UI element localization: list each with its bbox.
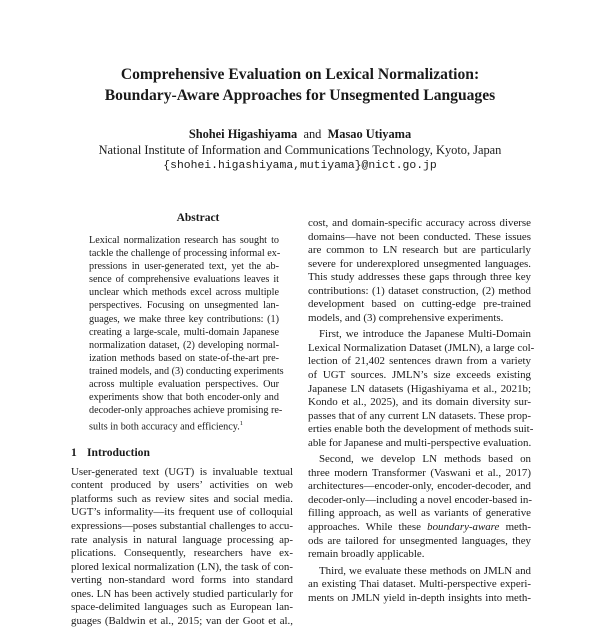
abstract-line (89, 234, 279, 247)
abstract-line-text: unclear which methods excel across multiple (89, 287, 279, 299)
intro-line: plored lexical normalization (LN), the task of con- (71, 560, 293, 573)
author-1: Shohei Higashiyama (188, 127, 298, 141)
right-line: are common to LN research but are particularly (308, 244, 531, 257)
right-line: remain broadly applicable. (308, 548, 425, 561)
intro-line: expressions—poses substantial challenges to accu- (71, 519, 293, 532)
abstract-line-text: ization methods based on state-of-the-art pre- (89, 352, 279, 364)
author-conjunction: and (303, 127, 322, 141)
abstract-line (89, 286, 279, 299)
section-heading-introduction (71, 446, 293, 459)
abstract-line (89, 299, 279, 312)
right-line: This study addresses these gaps through three key (308, 271, 531, 284)
intro-line: space-delimited languages such as European lan- (71, 601, 293, 614)
intro-line: platforms such as review sites and social media. (71, 492, 293, 505)
left-column (71, 212, 293, 628)
right-line: three modern Transformer (Vaswani et al., 2017) (308, 466, 531, 479)
right-column (308, 217, 535, 605)
abstract-line-text: sults in both accuracy and efficiency. (89, 421, 240, 433)
intro-line: content produced by users’ activities on web (71, 479, 293, 492)
right-line: an existing Thai dataset. Multi-perspective experi- (308, 578, 531, 591)
author-names (40, 126, 560, 142)
abstract-line (89, 417, 279, 433)
abstract-line-text: tackle the challenge of processing informal ex- (89, 248, 281, 260)
abstract-line-text: decoder-only approaches achieve promising re- (89, 405, 283, 417)
right-line: domains—have not been conducted. These issues (308, 230, 531, 243)
right-line: development based on cutting-edge pre-trained (308, 298, 531, 311)
intro-line: User-generated text (UGT) is invaluable textual (71, 465, 293, 478)
abstract-line (89, 352, 279, 365)
abstract-line (89, 260, 279, 273)
right-line: decoder-only—including a novel encoder-based in- (308, 493, 532, 506)
intro-line: guages (Baldwin et al., 2015; van der Goot et al., (71, 614, 293, 627)
intro-line: UGT’s informality—its frequent use of colloquial (71, 506, 293, 519)
right-column-body (308, 217, 535, 605)
footnote-mark[interactable]: 1 (239, 420, 244, 428)
abstract-line-text: Lexical normalization research has sought to (89, 235, 279, 246)
emphasis-term: boundary-aware (427, 521, 500, 534)
right-line: contributions: (1) dataset construction, (2) method (308, 284, 531, 297)
abstract-body (89, 234, 284, 434)
right-line-text: meth- (499, 521, 531, 534)
abstract-heading: Abstract (176, 212, 220, 224)
right-line: severe for underexplored unsegmented languages. (308, 257, 531, 270)
abstract-line-text: trained models, and (3) conducting experiments (89, 365, 284, 377)
abstract-line (89, 247, 279, 260)
right-line: cost, and domain-specific accuracy across diverse (308, 217, 531, 229)
abstract-line (89, 339, 279, 352)
right-line: ods are tailored for unsegmented languages, they (308, 534, 531, 547)
right-line: erties enable both the development of methods suit- (308, 423, 534, 436)
right-line: architectures—encoder-only, encoder-decoder, and (308, 480, 531, 493)
abstract-line-text: guages, we make three key contributions: (1) (89, 313, 279, 325)
author-email: {shohei.higashiyama,mutiyama}@nict.go.jp (163, 160, 437, 172)
author-block (40, 126, 560, 174)
abstract-line-text: pressions in user-generated text, yet the ab- (89, 261, 279, 273)
abstract-line (89, 404, 283, 417)
abstract-line (89, 273, 279, 286)
right-line: Second, we develop LN methods based on (319, 453, 531, 466)
right-line: filling approach, as well as variants of generative (308, 507, 531, 520)
abstract-line (89, 391, 279, 404)
right-line: ments on JMLN yield in-depth insights into meth- (308, 591, 531, 604)
intro-line: rate analysis in natural language processing ap- (71, 533, 293, 546)
section-number: 1 (71, 445, 77, 459)
abstract-line (89, 378, 279, 391)
right-line: models, and (3) comprehensive experiments. (308, 311, 504, 324)
right-line: able for Japanese and multi-perspective evaluation. (308, 436, 532, 449)
paper-title (40, 64, 560, 106)
right-line: passes that of any current LN datasets. These prop- (308, 409, 531, 422)
right-line-text: approaches. While these (308, 521, 428, 534)
right-line: Lexical Normalization Dataset (JMLN), a large col- (308, 341, 535, 354)
right-line: Third, we evaluate these methods on JMLN and (319, 564, 531, 577)
abstract-line (89, 365, 284, 378)
right-line: lection of 21,402 sentences drawn from a variety (308, 355, 531, 368)
right-line (308, 521, 531, 535)
abstract-line-text: normalization dataset, (2) developing normal- (89, 339, 279, 351)
abstract-line-text: across multiple evaluation perspectives. Our (89, 379, 279, 391)
right-line: Japanese LN datasets (Higashiyama et al., 2021b; (308, 382, 531, 395)
right-line: First, we introduce the Japanese Multi-Domain (319, 328, 531, 341)
author-2: Masao Utiyama (327, 127, 412, 141)
intro-line: verting non-standard word forms into standard (71, 574, 293, 587)
abstract-line-text: experiments show that both encoder-only and (89, 392, 279, 404)
paper-title-line-2: Boundary-Aware Approaches for Unsegmented Languages (104, 87, 496, 104)
abstract-line (89, 326, 279, 339)
section-title: Introduction (87, 445, 150, 459)
right-line: of UGT sources. JMLN’s size exceeds existing (308, 369, 531, 382)
intro-line: ones. LN has been actively studied particularly for (71, 587, 293, 600)
author-affiliation: National Institute of Information and Communications Technology, Kyoto, Japan (98, 143, 502, 157)
introduction-body (71, 466, 293, 628)
abstract-line-text: creating a large-scale, multi-domain Japanese (89, 326, 279, 338)
abstract-line-text: perspectives. Focusing on unsegmented lan- (89, 300, 279, 312)
abstract-line (89, 313, 279, 326)
paper-title-line-1: Comprehensive Evaluation on Lexical Normalization: (120, 66, 480, 83)
right-line: Kondo et al., 2025), and its domain diversity sur- (308, 396, 531, 409)
intro-line: plications. Consequently, researchers have ex- (71, 547, 293, 560)
abstract-line-text: sence of comprehensive evaluations leaves it (89, 274, 279, 286)
